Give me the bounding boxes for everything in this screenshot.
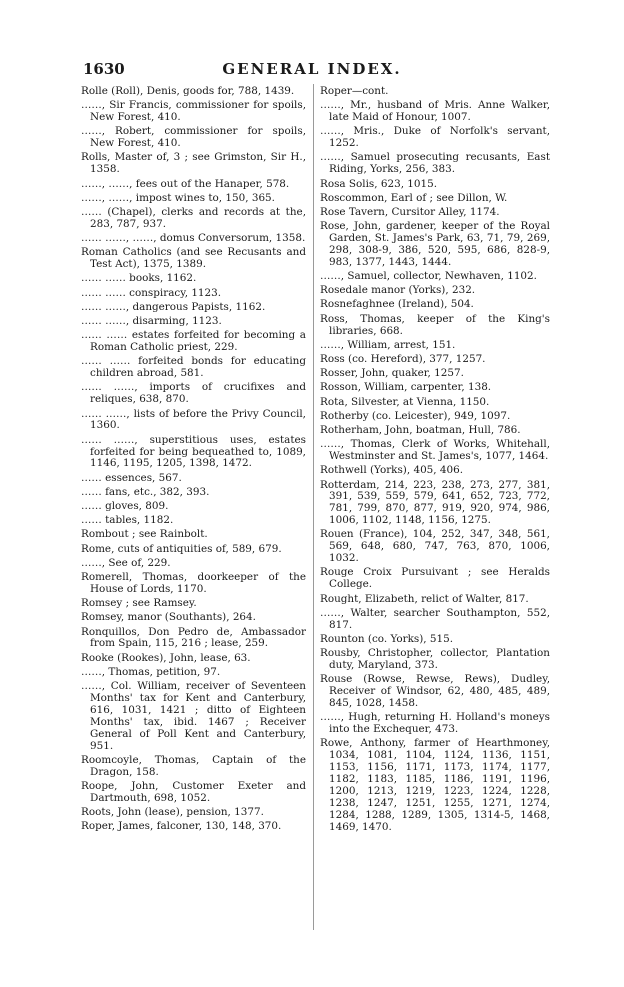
index-entry: Roper—cont. bbox=[320, 85, 389, 97]
index-entry: ……, Samuel, collector, Newhaven, 1102. bbox=[320, 270, 537, 283]
index-entry: ……, Thomas, petition, 97. bbox=[81, 665, 221, 678]
index-entry: …… essences, 567. bbox=[81, 471, 182, 484]
index-entry: Rose, John, gardener, keeper of the Royal Garden, St. James's Park, 63, 71, 79, 269, 298, 308-9, 386, 520, 595, 686, 828-9, 983, 1377, 1443, 1444. bbox=[320, 220, 550, 268]
index-entry: …… …… forfeited bonds for educating children abroad, 581. bbox=[81, 355, 306, 380]
index-entry: Rota, Silvester, at Vienna, 1150. bbox=[320, 395, 490, 408]
index-entry: Rouse (Rowse, Rewse, Rews), Dudley, Receiver of Windsor, 62, 480, 485, 489, 845, 1028, 1458. bbox=[320, 673, 550, 709]
left-index-column bbox=[81, 86, 306, 835]
index-entry: Roope, John, Customer Exeter and Dartmouth, 698, 1052. bbox=[81, 779, 306, 804]
index-entry: …… ……, dangerous Papists, 1162. bbox=[81, 300, 266, 313]
index-entry: Rought, Elizabeth, relict of Walter, 817. bbox=[320, 592, 529, 605]
index-entry: Rooke (Rookes), John, lease, 63. bbox=[81, 651, 251, 664]
index-entry: ……, Mris., Duke of Norfolk's servant, 1252. bbox=[320, 125, 550, 150]
index-entry: Ronquillos, Don Pedro de, Ambassador from Spain, 115, 216 ; lease, 259. bbox=[81, 625, 306, 650]
index-entry: Romsey, manor (Southants), 264. bbox=[81, 611, 256, 624]
index-entry: ……, Sir Francis, commissioner for spoils, New Forest, 410. bbox=[81, 99, 306, 124]
index-entry: …… ……, ……, domus Conversorum, 1358. bbox=[81, 232, 306, 245]
index-entry: Rotherham, John, boatman, Hull, 786. bbox=[320, 424, 521, 436]
column-divider bbox=[313, 84, 314, 930]
index-entry: …… ……, superstitious uses, estates forfeited for being bequeathed to, 1089, 1146, 1195, 1205, 1398, 1472. bbox=[81, 433, 306, 470]
index-entry: Rosa Solis, 623, 1015. bbox=[320, 177, 438, 190]
index-entry: ……, See of, 229. bbox=[81, 556, 171, 569]
index-entry: ……, Thomas, Clerk of Works, Whitehall, Westminster and St. James's, 1077, 1464. bbox=[320, 438, 550, 463]
index-entry: ……, Walter, searcher Southampton, 552, 817. bbox=[320, 606, 550, 631]
index-entry: Rothwell (Yorks), 405, 406. bbox=[320, 464, 464, 477]
index-entry: Rounton (co. Yorks), 515. bbox=[320, 632, 454, 645]
index-entry: …… …… conspiracy, 1123. bbox=[81, 286, 222, 299]
index-entry: …… ……, lists of before the Privy Council, 1360. bbox=[81, 407, 306, 432]
index-entry: …… ……, disarming, 1123. bbox=[81, 314, 222, 327]
page-number: 1630 bbox=[83, 60, 125, 78]
index-entry: Roots, John (lease), pension, 1377. bbox=[81, 806, 264, 819]
index-entry: ……, Samuel prosecuting recusants, East Riding, Yorks, 256, 383. bbox=[320, 151, 550, 176]
index-entry: Rolls, Master of, 3 ; see Grimston, Sir H., 1358. bbox=[81, 151, 306, 176]
index-entry: ……, Col. William, receiver of Seventeen Months' tax for Kent and Canterbury, 616, 1031, 1421 ; ditto of Eighteen Months' tax, ibid. 1467 ; Receiver General of Poll Kent and Canterbury, 951. bbox=[81, 680, 306, 752]
index-entry: Rousby, Christopher, collector, Plantation duty, Maryland, 373. bbox=[320, 647, 550, 671]
index-entry: Ross (co. Hereford), 377, 1257. bbox=[320, 352, 486, 365]
index-entry: …… fans, etc., 382, 393. bbox=[81, 485, 210, 498]
index-entry: …… (Chapel), clerks and records at the, 283, 787, 937. bbox=[81, 205, 306, 230]
page-header bbox=[83, 60, 541, 84]
index-entry: Rolle (Roll), Denis, goods for, 788, 1439. bbox=[81, 85, 295, 97]
index-entry: …… ……, imports of crucifixes and reliques, 638, 870. bbox=[81, 381, 306, 406]
index-entry: Rotherby (co. Leicester), 949, 1097. bbox=[320, 409, 511, 422]
index-entry: Romerell, Thomas, doorkeeper of the House of Lords, 1170. bbox=[81, 571, 306, 595]
index-entry: …… …… books, 1162. bbox=[81, 272, 197, 285]
index-entry: Ross, Thomas, keeper of the King's libraries, 668. bbox=[320, 312, 550, 337]
index-entry: Rowe, Anthony, farmer of Hearthmoney, 1034, 1081, 1104, 1124, 1136, 1151, 1153, 1156, 1171, 1173, 1174, 1177, 1182, 1183, 1185, 1186, 1191, 1196, 1200, 1213, 1219, 1223, 1224, 1228, 1238, 1247, 1251, 1255, 1271, 1274, 1284, 1288, 1289, 1305, 1314-5, 1468, 1469, 1470. bbox=[320, 737, 550, 833]
right-index-column bbox=[320, 86, 550, 836]
index-entry: Rosser, John, quaker, 1257. bbox=[320, 367, 464, 380]
index-entry: ……, William, arrest, 151. bbox=[320, 338, 456, 351]
index-entry: Rome, cuts of antiquities of, 589, 679. bbox=[81, 542, 282, 555]
index-entry: Roomcoyle, Thomas, Captain of the Dragon, 158. bbox=[81, 753, 306, 778]
index-entry: Rouge Croix Pursuivant ; see Heralds College. bbox=[320, 566, 550, 591]
index-entry: Rouen (France), 104, 252, 347, 348, 561, 569, 648, 680, 747, 763, 870, 1006, 1032. bbox=[320, 528, 550, 565]
index-entry: ……, Mr., husband of Mris. Anne Walker, late Maid of Honour, 1007. bbox=[320, 99, 550, 124]
index-entry: ……, ……, impost wines to, 150, 365. bbox=[81, 191, 275, 204]
index-entry: Rosnefaghnee (Ireland), 504. bbox=[320, 298, 474, 311]
index-entry: …… gloves, 809. bbox=[81, 500, 169, 513]
index-entry: Roscommon, Earl of ; see Dillon, W. bbox=[320, 191, 508, 204]
index-entry: Romsey ; see Ramsey. bbox=[81, 597, 197, 610]
index-entry: Rosson, William, carpenter, 138. bbox=[320, 381, 492, 394]
index-entry: Rose Tavern, Cursitor Alley, 1174. bbox=[320, 205, 500, 218]
index-entry: Roman Catholics (and see Recusants and Test Act), 1375, 1389. bbox=[81, 246, 306, 271]
index-entry: …… tables, 1182. bbox=[81, 514, 174, 527]
index-entry: Roper, James, falconer, 130, 148, 370. bbox=[81, 820, 282, 833]
index-entry: Rosedale manor (Yorks), 232. bbox=[320, 284, 476, 297]
page-title: GENERAL INDEX. bbox=[222, 60, 402, 78]
index-entry: ……, Robert, commissioner for spoils, New Forest, 410. bbox=[81, 125, 306, 150]
index-entry: Rotterdam, 214, 223, 238, 273, 277, 381, 391, 539, 559, 579, 641, 652, 723, 772, 781, 799, 870, 877, 919, 920, 974, 986, 1006, 1102, 1148, 1156, 1275. bbox=[320, 478, 550, 527]
index-entry: ……, Hugh, returning H. Holland's moneys into the Exchequer, 473. bbox=[320, 711, 550, 736]
index-entry: …… …… estates forfeited for becoming a Roman Catholic priest, 229. bbox=[81, 329, 306, 354]
index-entry: ……, ……, fees out of the Hanaper, 578. bbox=[81, 177, 290, 190]
index-entry: Rombout ; see Rainbolt. bbox=[81, 528, 208, 541]
